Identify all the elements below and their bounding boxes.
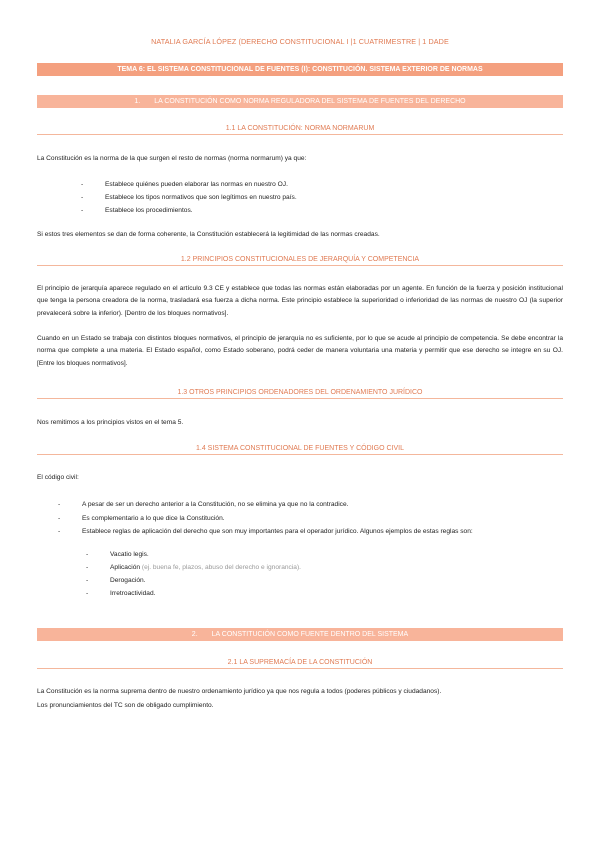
subsection-2-1-line-2: Los pronunciamientos del TC son de obligado cumplimiento. (37, 702, 214, 709)
page-header: NATALIA GARCÍA LÓPEZ (DERECHO CONSTITUCIONAL I |1 CUATRIMESTRE | 1 DADE (151, 37, 449, 46)
subsection-1-3-title: 1.3 OTROS PRINCIPIOS ORDENADORES DEL ORDENAMIENTO JURÍDICO (37, 389, 563, 399)
subsection-1-1-title: 1.1 LA CONSTITUCIÓN: NORMA NORMARUM (37, 125, 563, 135)
section-1-band (37, 95, 563, 108)
section-1-title: LA CONSTITUCIÓN COMO NORMA REGULADORA DEL SISTEMA DE FUENTES DEL DERECHO (154, 98, 466, 105)
section-2-title: LA CONSTITUCIÓN COMO FUENTE DENTRO DEL SISTEMA (211, 631, 409, 638)
subsection-1-4-label: El código civil: (37, 474, 79, 481)
section-2-number: 2. (191, 631, 198, 638)
subsection-1-4-title: 1.4 SISTEMA CONSTITUCIONAL DE FUENTES Y CÓDIGO CIVIL (37, 445, 563, 455)
subsection-2-1-title: 2.1 LA SUPREMACÍA DE LA CONSTITUCIÓN (37, 659, 563, 669)
subsection-1-1-conclusion: Si estos tres elementos se dan de forma coherente, la Constitución establecerá la legitimidad de las normas creadas. (37, 231, 380, 238)
section-1-number: 1. (134, 98, 141, 105)
section-2-band (37, 628, 563, 641)
subsection-1-1-intro: La Constitución es la norma de la que surgen el resto de normas (norma normarum) ya que: (37, 155, 307, 162)
topic-title-band: TEMA 6: EL SISTEMA CONSTITUCIONAL DE FUENTES (I): CONSTITUCIÓN. SISTEMA EXTERIOR DE NORMAS (37, 63, 563, 76)
subsection-1-3-text: Nos remitimos a los principios vistos en el tema 5. (37, 419, 184, 426)
document-page: NATALIA GARCÍA LÓPEZ (DERECHO CONSTITUCIONAL I |1 CUATRIMESTRE | 1 DADE TEMA 6: EL SISTEMA CONSTITUCIONAL DE FUENTES (I): CONSTITUCIÓN. SISTEMA EXTERIOR DE NORMAS 1. LA CONSTITUCIÓN COMO NORMA REGULADORA DEL SISTEMA DE FUENTES DEL DERECHO 1.1 LA CONSTITUCIÓN: NORMA NORMARUM La Constitución es la norma de la que surgen el resto de normas (norma normarum) ya que: - Establece quiénes pueden elaborar las normas en nuestro OJ. - Establece los tipos normativos que son legítimos en nuestro país. - Establece los procedimientos. Si estos tres elementos se dan de forma coherente, la Constitución establecerá la legitimidad de las normas creadas. 1.2 PRINCIPIOS CONSTITUCIONALES DE JERARQUÍA Y COMPETENCIA El principio de jerarquía aparece regulado en el artículo 9.3 CE y establece que todas las normas están elaboradas por un agente. En función de la fuerza y posición institucional que tenga la persona creadora de la norma, trasladará esa fuerza a dicha norma. Este principio establece la superioridad o inferioridad de las normas de nuestro OJ (la superior prevalecerá sobre la inferior). [Dentro de los bloques normativos]. Cuando en un Estado se trabaja con distintos bloques normativos, el principio de jerarquía no es suficiente, por lo que se acude al principio de competencia. Se debe encontrar la norma que complete a una materia. El Estado español, como Estado soberano, podrá ceder de manera voluntaria una materia y permitir que ese derecho se integre en su OJ. [Entre los bloques normativos]. 1.3 OTROS PRINCIPIOS ORDENADORES DEL ORDENAMIENTO JURÍDICO Nos remitimos a los principios vistos en el tema 5. 1.4 SISTEMA CONSTITUCIONAL DE FUENTES Y CÓDIGO CIVIL El código civil: - A pesar de ser un derecho anterior a la Constitución, no se elimina ya que no la contradice. - Es complementario a lo que dice la Constitución. - Establece reglas de aplicación del derecho que son muy importantes para el operador jurídico. Algunos ejemplos de estas reglas son: - Vacatio legis. - Aplicación (ej. buena fe, plazos, abuso del derecho e ignorancia). - Derogación. - Irretroactividad. 2. LA CONSTITUCIÓN COMO FUENTE DENTRO DEL SISTEMA 2.1 LA SUPREMACÍA DE LA CONSTITUCIÓN La Constitución es la norma suprema dentro de nuestro ordenamiento jurídico ya que nos regula a todos (poderes públicos y ciudadanos). Los pronunciamientos del TC son de obligado cumplimiento. (0, 0, 600, 848)
subsection-1-2-paragraph-2: Cuando en un Estado se trabaja con distintos bloques normativos, el principio de jerarquía no es suficiente, por lo que se acude al principio de competencia. Se debe encontrar la norma que complete a una materia. El Estado español, como Estado soberano, podrá ceder de manera voluntaria una materia y permitir que ese derecho se integre en su OJ. [Entre los bloques normativos]. (37, 335, 563, 367)
subsection-2-1-line-1: La Constitución es la norma suprema dentro de nuestro ordenamiento jurídico ya que nos regula a todos (poderes públicos y ciudadanos). (37, 688, 442, 695)
subsection-1-2-title: 1.2 PRINCIPIOS CONSTITUCIONALES DE JERARQUÍA Y COMPETENCIA (37, 256, 563, 266)
subsection-1-2-paragraph-1: El principio de jerarquía aparece regulado en el artículo 9.3 CE y establece que todas las normas están elaboradas por un agente. En función de la fuerza y posición institucional que tenga la persona creadora de la norma, trasladará esa fuerza a dicha norma. Este principio establece la superioridad o inferioridad de las normas de nuestro OJ (la superior prevalecerá sobre la inferior). [Dentro de los bloques normativos]. (37, 285, 563, 317)
